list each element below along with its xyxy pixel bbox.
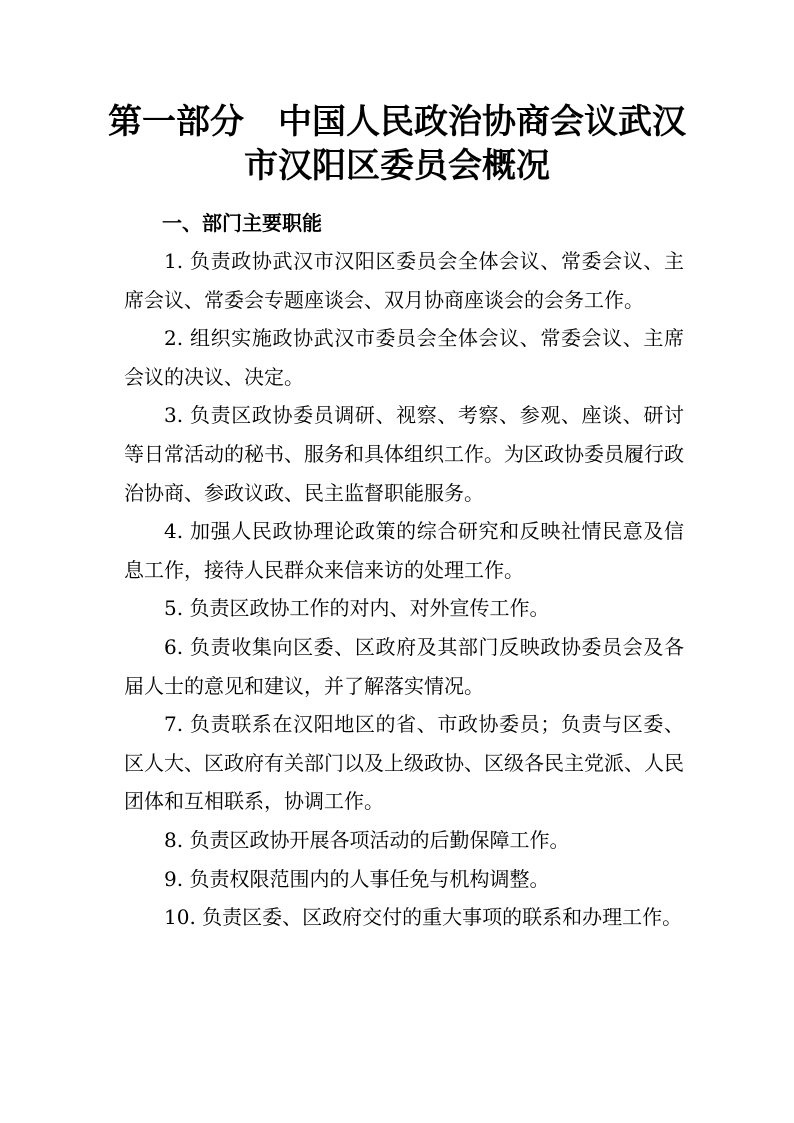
duty-item-3: 3. 负责区政协委员调研、视察、考察、参观、座谈、研讨等日常活动的秘书、服务和具体组织工作。为区政协委员履行政治协商、参政议政、民主监督职能服务。 bbox=[124, 403, 684, 505]
duty-item-9: 9. 负责权限范围内的人事任免与机构调整。 bbox=[164, 866, 550, 891]
page-title-line-2: 市汉阳区委员会概况 bbox=[244, 146, 550, 186]
page-title-line-1: 第一部分 中国人民政治协商会议武汉 bbox=[108, 102, 686, 142]
duty-item-1: 1. 负责政协武汉市汉阳区委员会全体会议、常委会议、主席会议、常委会专题座谈会、双月协商座谈会的会务工作。 bbox=[124, 249, 684, 312]
duty-item-7: 7. 负责联系在汉阳地区的省、市政协委员；负责与区委、区人大、区政府有关部门以及上级政协、区级各民主党派、人民团体和互相联系，协调工作。 bbox=[124, 712, 684, 814]
duty-item-8: 8. 负责区政协开展各项活动的后勤保障工作。 bbox=[164, 827, 570, 852]
duty-item-5: 5. 负责区政协工作的对内、对外宣传工作。 bbox=[164, 596, 550, 621]
duty-item-4: 4. 加强人民政协理论政策的综合研究和反映社情民意及信息工作，接待人民群众来信来访的处理工作。 bbox=[124, 519, 684, 582]
duty-item-6: 6. 负责收集向区委、区政府及其部门反映政协委员会及各届人士的意见和建议，并了解落实情况。 bbox=[124, 634, 684, 698]
duties-list bbox=[124, 242, 684, 937]
section-heading: 一、部门主要职能 bbox=[162, 211, 322, 235]
duty-item-2: 2. 组织实施政协武汉市委员会全体会议、常委会议、主席会议的决议、决定。 bbox=[124, 326, 684, 389]
duty-item-10: 10. 负责区委、区政府交付的重大事项的联系和办理工作。 bbox=[164, 905, 683, 930]
